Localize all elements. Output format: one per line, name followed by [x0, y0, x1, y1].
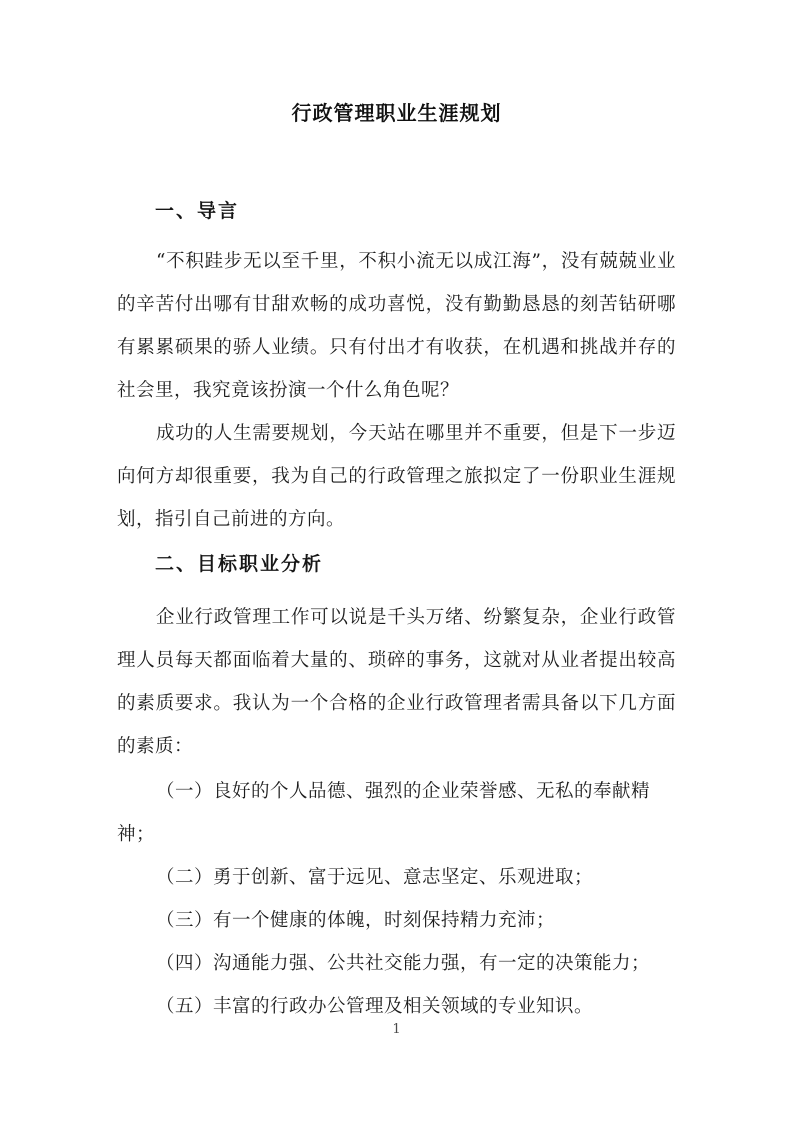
paragraph: “不积跬步无以至千里，不积小流无以成江海”，没有兢兢业业的辛苦付出哪有甘甜欢畅的成功喜悦，没有勤勤恳恳的刻苦钻研哪有累累硕果的骄人业绩。只有付出才有收获，在机遇和挑战并存的社会里，我究竟该扮演一个什么角色呢？ — [117, 251, 676, 401]
paragraph: 企业行政管理工作可以说是千头万绪、纷繁复杂，企业行政管理人员每天都面临着大量的、琐碎的事务，这就对从业者提出较高的素质要求。我认为一个合格的企业行政管理者需具备以下几方面的素质： — [117, 607, 676, 757]
list-item: （三）有一个健康的体魄，时刻保持精力充沛； — [156, 910, 556, 931]
document-title: 行政管理职业生涯规划 — [291, 101, 502, 125]
section-heading-introduction: 一、导言 — [155, 200, 240, 222]
list-item: （五）丰富的行政办公管理及相关领域的专业知识。 — [156, 996, 594, 1017]
section-heading-target-career-analysis: 二、目标职业分析 — [155, 553, 324, 575]
paragraph: 成功的人生需要规划，今天站在哪里并不重要，但是下一步迈向何方却很重要，我为自己的行政管理之旅拟定了一份职业生涯规划，指引自己前进的方向。 — [117, 423, 676, 530]
list-item: （一）良好的个人品德、强烈的企业荣誉感、无私的奉献精神； — [117, 781, 651, 845]
page-number: 1 — [392, 1022, 401, 1037]
list-item: （二）勇于创新、富于远见、意志坚定、乐观进取； — [156, 867, 594, 888]
list-item: （四）沟通能力强、公共社交能力强，有一定的决策能力； — [156, 953, 651, 974]
